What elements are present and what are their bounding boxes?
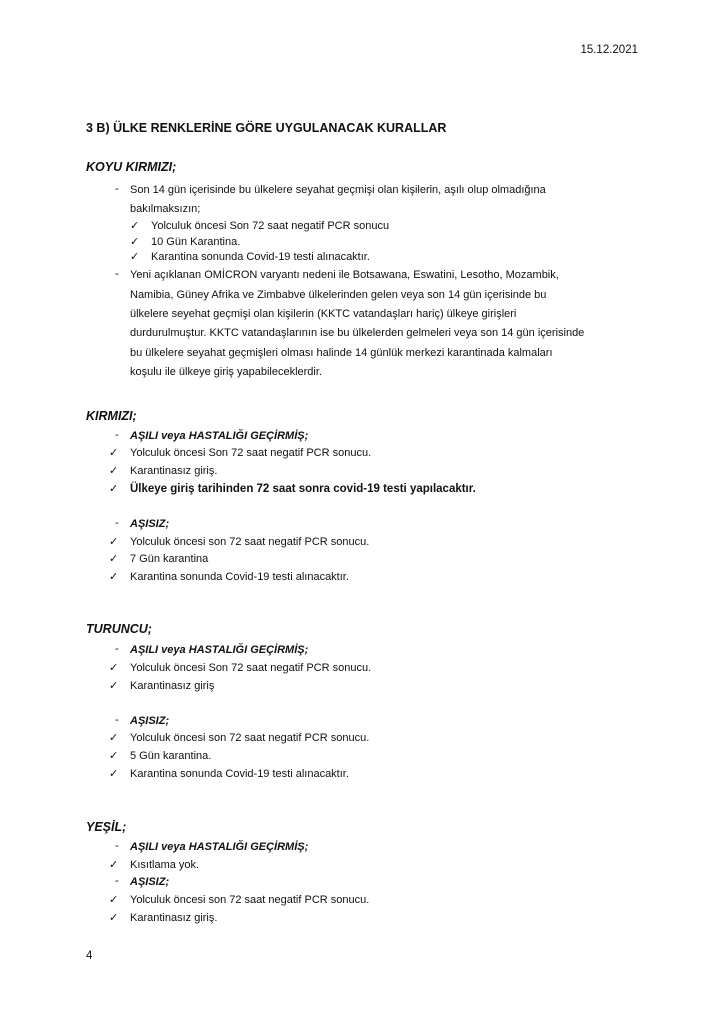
list-item: 7 Gün karantina <box>130 553 209 565</box>
dash-bullet: - <box>115 517 119 529</box>
list-item: Yolculuk öncesi Son 72 saat negatif PCR sonucu. <box>130 447 372 459</box>
list-item: Karantina sonunda Covid-19 testi alınacaktır. <box>151 251 370 263</box>
subgroup-label-unvaccinated: AŞISIZ; <box>130 715 170 727</box>
check-icon: ✓ <box>109 553 119 565</box>
list-item: Yolculuk öncesi son 72 saat negatif PCR sonucu. <box>130 536 370 548</box>
list-item: 10 Gün Karantina. <box>151 236 241 248</box>
subgroup-label-vaccinated: AŞILI veya HASTALIĞI GEÇİRMİŞ; <box>130 430 309 442</box>
check-icon: ✓ <box>109 732 119 744</box>
omicron-line: Namibia, Güney Afrika ve Zimbabve ülkelerinden gelen veya son 14 gün içerisinde bu <box>130 289 547 301</box>
check-icon: ✓ <box>109 662 119 674</box>
check-icon: ✓ <box>130 220 140 232</box>
check-icon: ✓ <box>109 768 119 780</box>
check-icon: ✓ <box>109 912 119 924</box>
intro-line: bakılmaksızın; <box>130 203 201 215</box>
check-icon: ✓ <box>109 447 119 459</box>
list-item: Yolculuk öncesi Son 72 saat negatif PCR sonucu. <box>130 662 372 674</box>
list-item: Kısıtlama yok. <box>130 859 200 871</box>
subgroup-label-unvaccinated: AŞISIZ; <box>130 876 170 888</box>
dash-bullet: - <box>115 429 119 441</box>
section-heading-koyu-kirmizi: KOYU KIRMIZI; <box>86 160 177 174</box>
check-icon: ✓ <box>130 236 140 248</box>
list-item: Karantinasız giriş <box>130 680 215 692</box>
check-icon: ✓ <box>109 859 119 871</box>
dash-bullet: - <box>115 268 119 280</box>
check-icon: ✓ <box>130 251 140 263</box>
page-number: 4 <box>86 950 93 962</box>
check-icon: ✓ <box>109 571 119 583</box>
section-heading-turuncu: TURUNCU; <box>86 622 152 636</box>
omicron-line: durdurulmuştur. KKTC vatandaşlarının ise bu ülkelerden gelmeleri veya son 14 gün içerisinde <box>130 327 585 339</box>
list-item: Ülkeye giriş tarihinden 72 saat sonra covid-19 testi yapılacaktır. <box>130 483 476 495</box>
list-item: Yolculuk öncesi Son 72 saat negatif PCR sonucu <box>151 220 390 232</box>
subgroup-label-vaccinated: AŞILI veya HASTALIĞI GEÇİRMİŞ; <box>130 644 309 656</box>
check-icon: ✓ <box>109 483 119 495</box>
list-item: Karantinasız giriş. <box>130 465 218 477</box>
check-icon: ✓ <box>109 894 119 906</box>
page-title: 3 B) ÜLKE RENKLERİNE GÖRE UYGULANACAK KURALLAR <box>86 121 447 135</box>
check-icon: ✓ <box>109 536 119 548</box>
list-item: 5 Gün karantina. <box>130 750 212 762</box>
check-icon: ✓ <box>109 465 119 477</box>
list-item: Yolculuk öncesi son 72 saat negatif PCR sonucu. <box>130 732 370 744</box>
omicron-line: koşulu ile ülkeye giriş yapabileceklerdir. <box>130 366 322 378</box>
omicron-line: Yeni açıklanan OMİCRON varyantı nedeni ile Botsawana, Eswatini, Lesotho, Mozambik, <box>130 269 559 281</box>
omicron-line: ülkelere seyehat geçmişi olan kişilerin (KKTC vatandaşları hariç) ülkeye girişleri <box>130 308 517 320</box>
list-item: Karantina sonunda Covid-19 testi alınacaktır. <box>130 571 349 583</box>
section-heading-kirmizi: KIRMIZI; <box>86 409 137 423</box>
section-heading-yesil: YEŞİL; <box>86 820 127 834</box>
document-date: 15.12.2021 <box>580 44 638 56</box>
check-icon: ✓ <box>109 750 119 762</box>
check-icon: ✓ <box>109 680 119 692</box>
dash-bullet: - <box>115 840 119 852</box>
intro-line: Son 14 gün içerisinde bu ülkelere seyahat geçmişi olan kişilerin, aşılı olup olmadığına <box>130 184 546 196</box>
dash-bullet: - <box>115 183 119 195</box>
dash-bullet: - <box>115 643 119 655</box>
dash-bullet: - <box>115 875 119 887</box>
omicron-line: bu ülkelere seyahat geçmişleri olması halinde 14 günlük merkezi karantinada kalmaları <box>130 347 553 359</box>
list-item: Karantina sonunda Covid-19 testi alınacaktır. <box>130 768 349 780</box>
dash-bullet: - <box>115 714 119 726</box>
subgroup-label-vaccinated: AŞILI veya HASTALIĞI GEÇİRMİŞ; <box>130 841 309 853</box>
list-item: Yolculuk öncesi son 72 saat negatif PCR sonucu. <box>130 894 370 906</box>
list-item: Karantinasız giriş. <box>130 912 218 924</box>
subgroup-label-unvaccinated: AŞISIZ; <box>130 518 170 530</box>
